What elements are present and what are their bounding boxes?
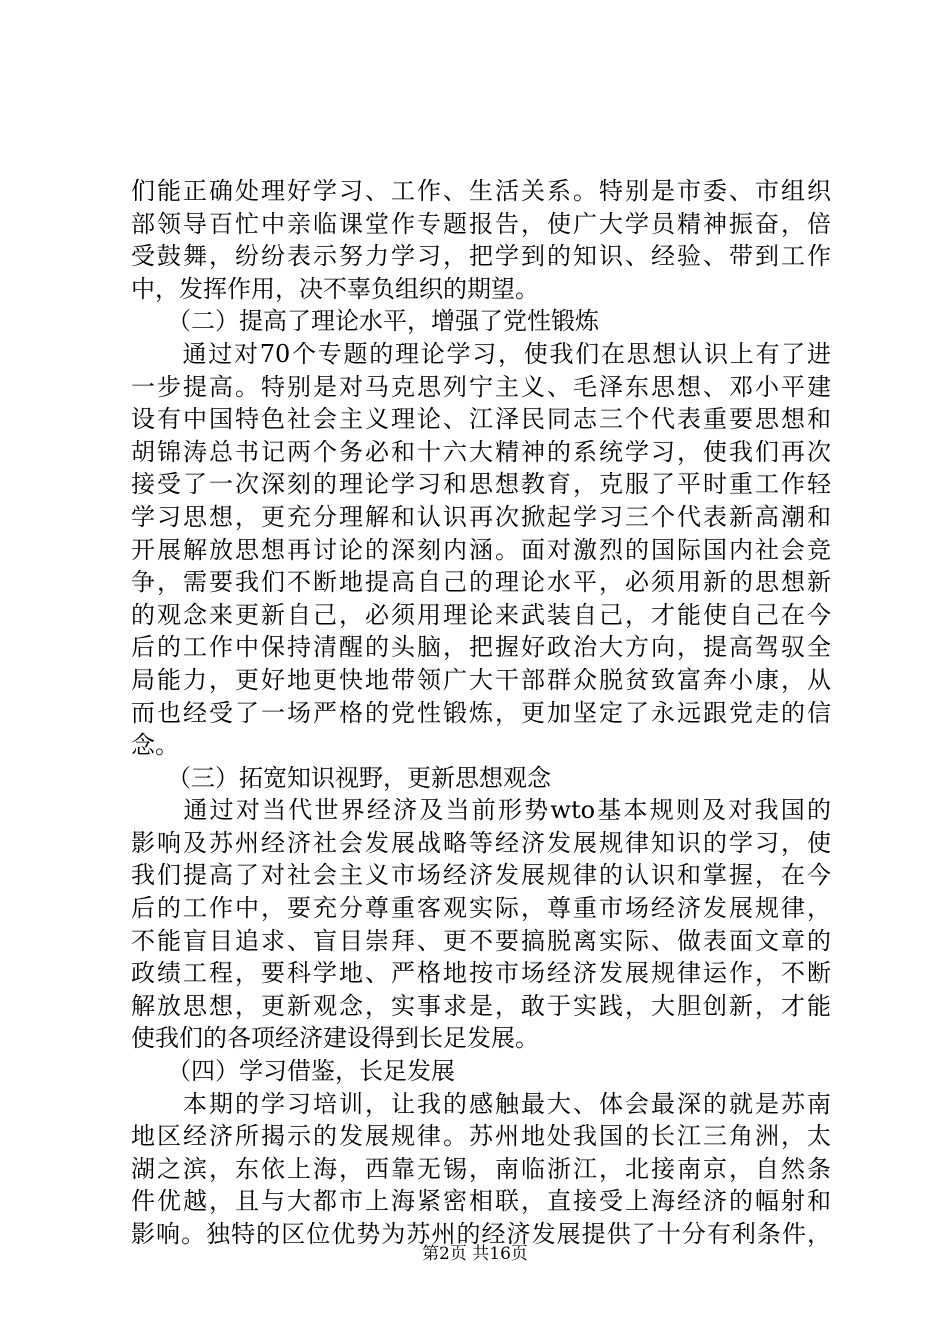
text-line: 设有中国特色社会主义理论、江泽民同志三个代表重要思想和 [131, 405, 831, 434]
text-line: 件优越，且与大都市上海紧密相联，直接受上海经济的幅射和 [131, 1187, 831, 1216]
page-footer: 第2页 共16页 [422, 1244, 528, 1264]
text-line: 接受了一次深刻的理论学习和思想教育，克服了平时重工作轻 [131, 470, 831, 499]
body-text [131, 175, 831, 1251]
text-line: 后的工作中保持清醒的头脑，把握好政治大方向，提高驾驭全 [131, 633, 831, 662]
text-line: 影响。独特的区位优势为苏州的经济发展提供了十分有利条件， [131, 1220, 831, 1248]
text-line: 受鼓舞，纷纷表示努力学习，把学到的知识、经验、带到工作 [131, 242, 831, 271]
text-line: 影响及苏州经济社会发展战略等经济发展规律知识的学习，使 [131, 828, 831, 857]
text-line: （三）拓宽知识视野，更新思想观念 [131, 763, 551, 792]
text-line: 一步提高。特别是对马克思列宁主义、毛泽东思想、邓小平建 [131, 372, 831, 401]
text-line: 政绩工程，要科学地、严格地按市场经济发展规律运作，不断 [131, 959, 831, 988]
text-line: 争，需要我们不断地提高自己的理论水平，必须用新的思想新 [131, 568, 831, 597]
text-line: 局能力，更好地更快地带领广大干部群众脱贫致富奔小康，从 [131, 665, 831, 694]
text-line: 开展解放思想再讨论的深刻内涵。面对激烈的国际国内社会竞 [131, 535, 831, 564]
text-line: 我们提高了对社会主义市场经济发展规律的认识和掌握，在今 [131, 861, 831, 890]
text-line: 而也经受了一场严格的党性锻炼，更加坚定了永远跟党走的信 [131, 698, 831, 727]
text-line: 中，发挥作用，决不辜负组织的期望。 [131, 274, 539, 303]
text-line: 学习思想，更充分理解和认识再次掀起学习三个代表新高潮和 [131, 502, 831, 531]
text-line: 们能正确处理好学习、工作、生活关系。特别是市委、市组织 [131, 177, 831, 205]
text-line: 念。 [131, 731, 179, 760]
text-line: 地区经济所揭示的发展规律。苏州地处我国的长江三角洲，太 [131, 1122, 831, 1151]
text-line: 解放思想，更新观念，实事求是，敢于实践，大胆创新，才能 [131, 991, 831, 1020]
text-line: 使我们的各项经济建设得到长足发展。 [131, 1024, 539, 1053]
text-line: （四）学习借鉴，长足发展 [131, 1057, 455, 1086]
text-line: 后的工作中，要充分尊重客观实际，尊重市场经济发展规律， [131, 894, 831, 923]
text-line: 胡锦涛总书记两个务必和十六大精神的系统学习，使我们再次 [131, 437, 831, 466]
text-line: 的观念来更新自己，必须用理论来武装自己，才能使自己在今 [131, 600, 831, 629]
text-line: 不能盲目追求、盲目崇拜、更不要搞脱离实际、做表面文章的 [131, 926, 831, 955]
text-line: 本期的学习培训，让我的感触最大、体会最深的就是苏南 [131, 1089, 831, 1118]
text-line: 湖之滨，东依上海，西靠无锡，南临浙江，北接南京，自然条 [131, 1154, 831, 1183]
text-line: （二）提高了理论水平，增强了党性锻炼 [131, 307, 599, 336]
text-line: 部领导百忙中亲临课堂作专题报告，使广大学员精神振奋，倍 [131, 209, 831, 238]
text-line: 通过对当代世界经济及当前形势wto基本规则及对我国的 [131, 796, 831, 825]
text-line: 通过对70个专题的理论学习，使我们在思想认识上有了进 [131, 339, 831, 368]
